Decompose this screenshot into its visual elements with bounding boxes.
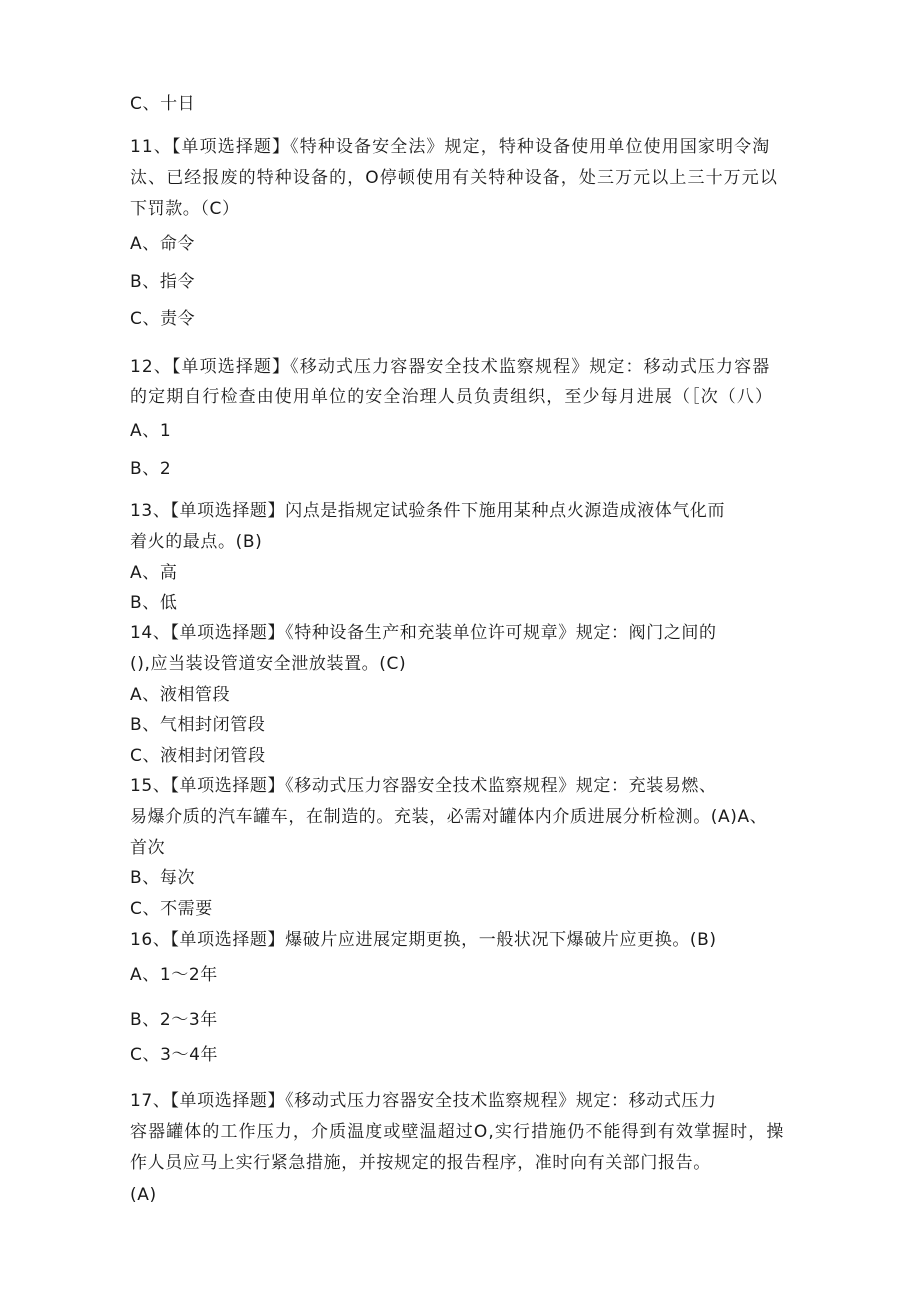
- option-c-q11: C、责令: [130, 309, 196, 329]
- question-11-line-1: 11、【单项选择题】《特种设备安全法》规定，特种设备使用单位使用国家明令淘: [130, 137, 771, 157]
- option-a-q12: A、1: [130, 421, 172, 441]
- option-b-q12: B、2: [130, 459, 172, 479]
- option-a-q16: A、1～2年: [130, 965, 218, 985]
- question-14-line-1: 14、【单项选择题】《特种设备生产和充装单位许可规章》规定：阀门之间的: [130, 623, 717, 643]
- question-17-line-3: 作人员应马上实行紧急措施，并按规定的报告程序，准时向有关部门报告。: [130, 1153, 711, 1173]
- option-a-q14: A、液相管段: [130, 685, 231, 705]
- question-11-line-3: 下罚款。（C）: [130, 199, 240, 219]
- option-b-q13: B、低: [130, 593, 178, 613]
- answer-q17: (A): [130, 1185, 157, 1205]
- question-12-line-2: 的定期自行检查由使用单位的安全治理人员负责组织，至少每月进展（［次（八）: [130, 387, 774, 407]
- option-a-q15: 首次: [130, 838, 166, 858]
- option-b-q11: B、指令: [130, 272, 196, 292]
- question-11-line-2: 汰、已经报废的特种设备的，O停顿使用有关特种设备，处三万元以上三十万元以: [130, 168, 778, 188]
- question-13-line-2: 着火的最点。(B): [130, 532, 263, 552]
- option-c-q16: C、3～4年: [130, 1045, 219, 1065]
- option-a-q13: A、高: [130, 563, 178, 583]
- option-c-q15: C、不需要: [130, 899, 213, 919]
- option-b-q14: B、气相封闭管段: [130, 715, 266, 735]
- option-c-q10: C、十日: [130, 94, 196, 114]
- question-16-line-1: 16、【单项选择题】爆破片应进展定期更换，一般状况下爆破片应更换。(B): [130, 930, 717, 950]
- question-15-line-1: 15、【单项选择题】《移动式压力容器安全技术监察规程》规定：充装易燃、: [130, 776, 717, 796]
- question-17-line-1: 17、【单项选择题】《移动式压力容器安全技术监察规程》规定：移动式压力: [130, 1091, 717, 1111]
- question-15-line-2: 易爆介质的汽车罐车，在制造的。充装，必需对罐体内介质进展分析检测。(A)A、: [130, 807, 768, 827]
- option-b-q16: B、2～3年: [130, 1010, 218, 1030]
- question-13-line-1: 13、【单项选择题】闪点是指规定试验条件下施用某种点火源造成液体气化而: [130, 501, 726, 521]
- question-14-line-2: (),应当装设管道安全泄放装置。(C): [130, 654, 407, 674]
- question-17-line-2: 容器罐体的工作压力，介质温度或壁温超过O,实行措施仍不能得到有效掌握时，操: [130, 1122, 785, 1142]
- option-a-q11: A、命令: [130, 234, 196, 254]
- question-12-line-1: 12、【单项选择题】《移动式压力容器安全技术监察规程》规定：移动式压力容器: [130, 357, 771, 377]
- option-b-q15: B、每次: [130, 868, 196, 888]
- option-c-q14: C、液相封闭管段: [130, 746, 266, 766]
